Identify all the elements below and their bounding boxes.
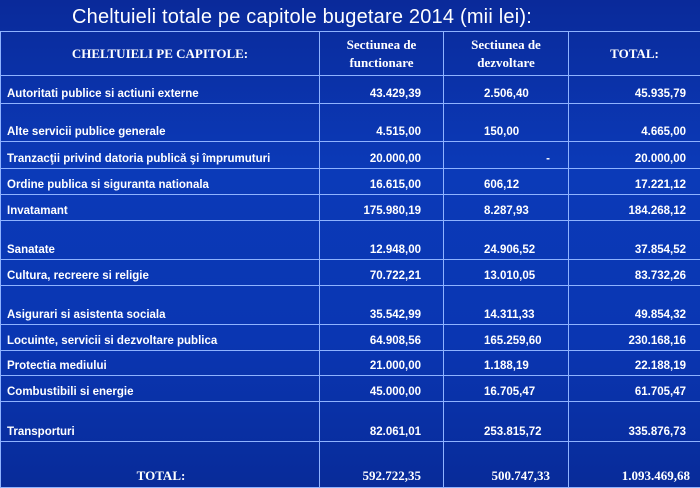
table-row bbox=[1, 260, 700, 286]
total-functionare: 592.722,35 bbox=[320, 442, 444, 488]
row-dezvoltare: 8.287,93 bbox=[444, 195, 569, 221]
row-functionare: 82.061,01 bbox=[320, 402, 444, 442]
row-dezvoltare: 24.906,52 bbox=[444, 221, 569, 260]
row-label: Transporturi bbox=[1, 402, 320, 442]
row-dezvoltare: 253.815,72 bbox=[444, 402, 569, 442]
row-dezvoltare: 14.311,33 bbox=[444, 286, 569, 325]
total-total: 1.093.469,68 bbox=[569, 442, 700, 488]
row-dezvoltare: 1.188,19 bbox=[444, 351, 569, 376]
table-row bbox=[1, 142, 700, 169]
row-dezvoltare: - bbox=[444, 142, 569, 169]
row-total: 45.935,79 bbox=[569, 76, 700, 104]
row-functionare: 20.000,00 bbox=[320, 142, 444, 169]
table-row bbox=[1, 376, 700, 402]
row-functionare: 64.908,56 bbox=[320, 325, 444, 351]
row-functionare: 35.542,99 bbox=[320, 286, 444, 325]
row-label: Cultura, recreere si religie bbox=[1, 260, 320, 286]
row-label: Tranzacţii privind datoria publică şi împrumuturi bbox=[1, 142, 320, 169]
row-total: 22.188,19 bbox=[569, 351, 700, 376]
row-functionare: 4.515,00 bbox=[320, 104, 444, 142]
row-label: Ordine publica si siguranta nationala bbox=[1, 169, 320, 195]
row-total: 335.876,73 bbox=[569, 402, 700, 442]
table-row bbox=[1, 221, 700, 260]
row-functionare: 175.980,19 bbox=[320, 195, 444, 221]
row-label: Asigurari si asistenta sociala bbox=[1, 286, 320, 325]
row-label: Alte servicii publice generale bbox=[1, 104, 320, 142]
header-total: TOTAL: bbox=[569, 32, 700, 76]
row-total: 49.854,32 bbox=[569, 286, 700, 325]
total-dezvoltare: 500.747,33 bbox=[444, 442, 569, 488]
row-total: 184.268,12 bbox=[569, 195, 700, 221]
header-functionare: Sectiunea de functionare bbox=[320, 32, 444, 76]
row-label: Autoritati publice si actiuni externe bbox=[1, 76, 320, 104]
page-title: Cheltuieli totale pe capitole bugetare 2014 (mii lei): bbox=[72, 6, 532, 29]
budget-table bbox=[0, 31, 700, 488]
table-row bbox=[1, 195, 700, 221]
header-chapters: CHELTUIELI PE CAPITOLE: bbox=[1, 32, 320, 76]
table-row bbox=[1, 325, 700, 351]
row-total: 20.000,00 bbox=[569, 142, 700, 169]
row-functionare: 12.948,00 bbox=[320, 221, 444, 260]
table-row bbox=[1, 169, 700, 195]
row-label: Invatamant bbox=[1, 195, 320, 221]
row-total: 17.221,12 bbox=[569, 169, 700, 195]
row-total: 4.665,00 bbox=[569, 104, 700, 142]
row-dezvoltare: 165.259,60 bbox=[444, 325, 569, 351]
row-functionare: 16.615,00 bbox=[320, 169, 444, 195]
header-dezvoltare: Sectiunea de dezvoltare bbox=[444, 32, 569, 76]
row-dezvoltare: 606,12 bbox=[444, 169, 569, 195]
table-row bbox=[1, 76, 700, 104]
row-label: Sanatate bbox=[1, 221, 320, 260]
table-row bbox=[1, 351, 700, 376]
total-label: TOTAL: bbox=[1, 442, 320, 488]
table-row bbox=[1, 402, 700, 442]
total-row bbox=[1, 442, 700, 488]
row-functionare: 45.000,00 bbox=[320, 376, 444, 402]
row-label: Locuinte, servicii si dezvoltare publica bbox=[1, 325, 320, 351]
row-total: 83.732,26 bbox=[569, 260, 700, 286]
row-functionare: 70.722,21 bbox=[320, 260, 444, 286]
row-dezvoltare: 16.705,47 bbox=[444, 376, 569, 402]
table-row bbox=[1, 104, 700, 142]
header-row bbox=[1, 32, 700, 76]
row-dezvoltare: 13.010,05 bbox=[444, 260, 569, 286]
row-label: Protectia mediului bbox=[1, 351, 320, 376]
row-dezvoltare: 2.506,40 bbox=[444, 76, 569, 104]
row-dezvoltare: 150,00 bbox=[444, 104, 569, 142]
row-total: 37.854,52 bbox=[569, 221, 700, 260]
row-functionare: 43.429,39 bbox=[320, 76, 444, 104]
table-row bbox=[1, 286, 700, 325]
row-functionare: 21.000,00 bbox=[320, 351, 444, 376]
row-label: Combustibili si energie bbox=[1, 376, 320, 402]
row-total: 61.705,47 bbox=[569, 376, 700, 402]
row-total: 230.168,16 bbox=[569, 325, 700, 351]
